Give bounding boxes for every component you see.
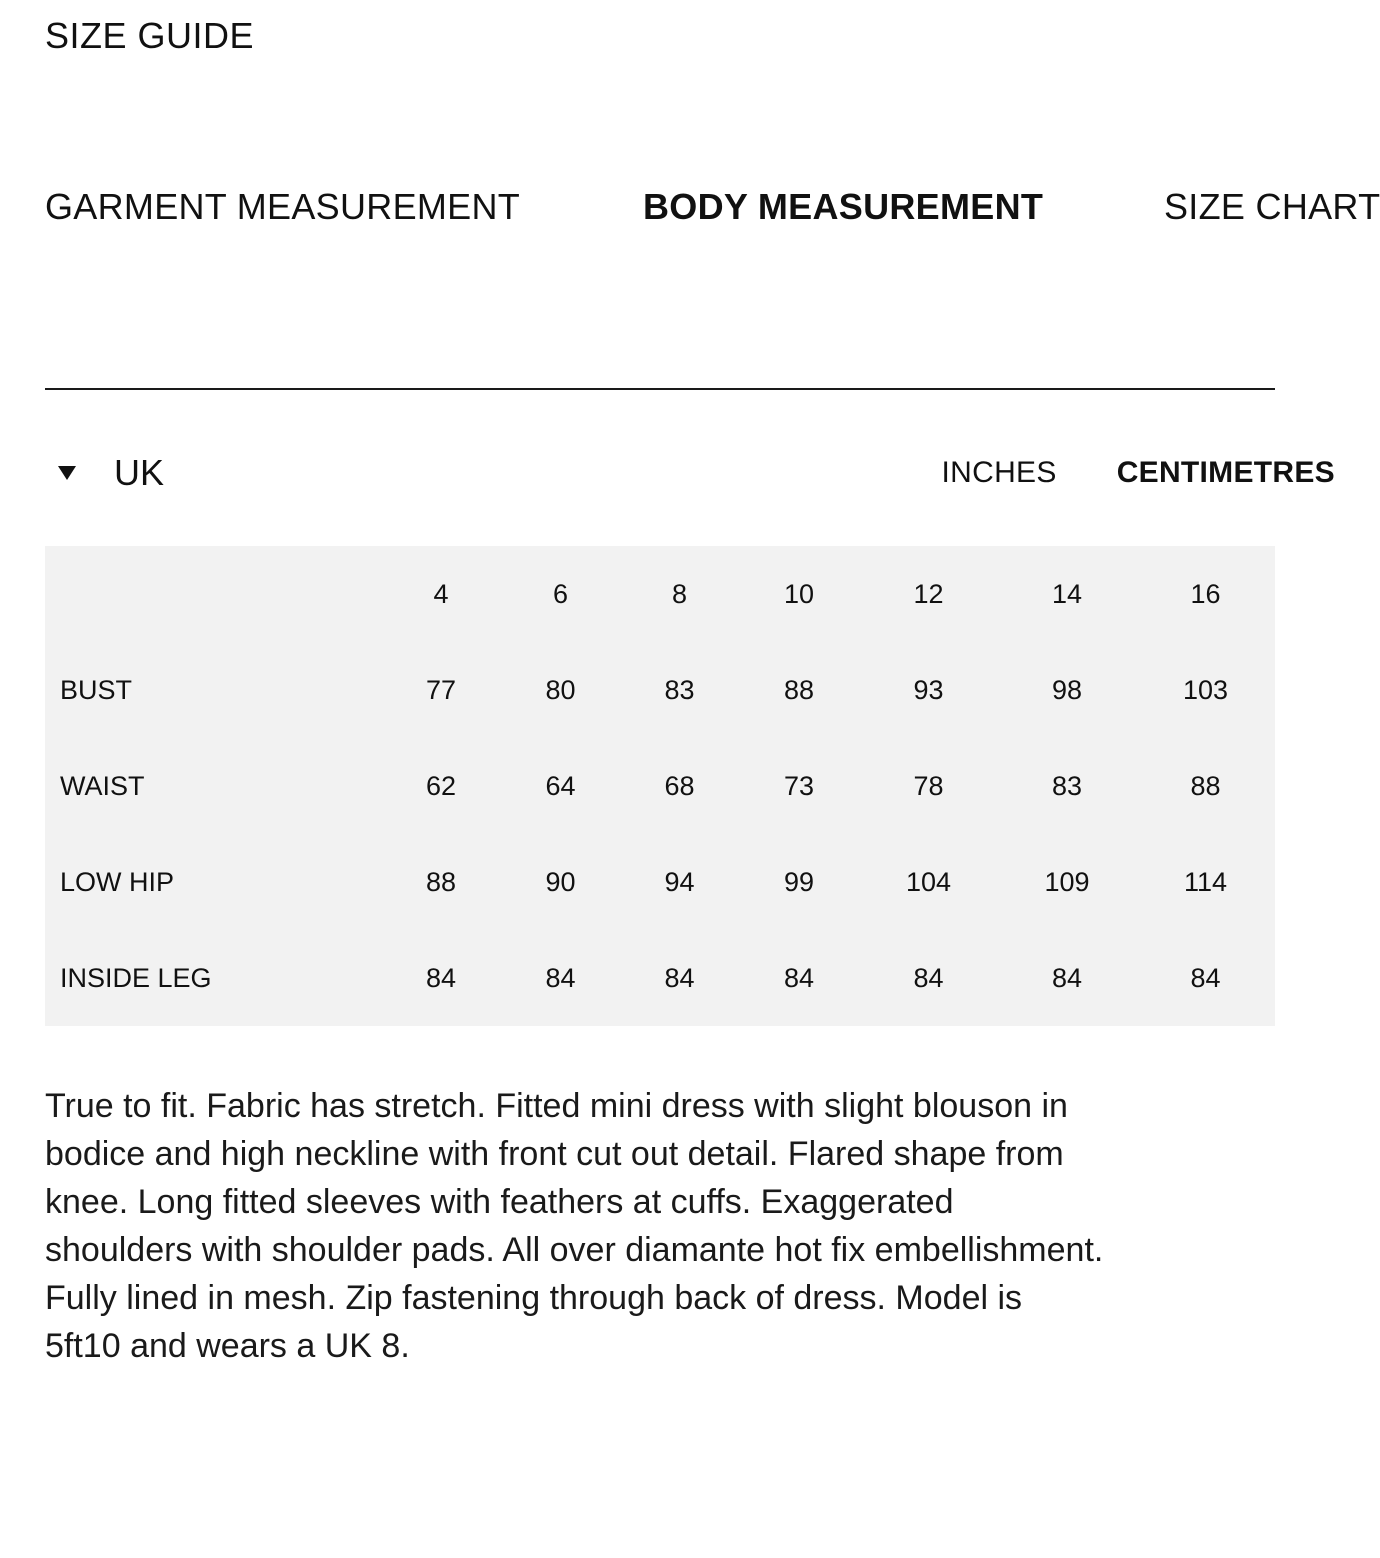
table-cell: 104 [905, 866, 952, 897]
size-header-row [45, 546, 1275, 642]
table-cell: 68 [664, 770, 695, 801]
size-header: 12 [913, 578, 944, 609]
table-cell: 103 [1182, 674, 1229, 705]
size-header: 16 [1190, 578, 1221, 609]
row-label: WAIST [60, 770, 145, 801]
region-label: UK [114, 452, 165, 493]
table-cell: 114 [1183, 866, 1228, 897]
tab-size-chart[interactable]: SIZE CHART [1164, 186, 1380, 227]
region-selector[interactable] [58, 448, 164, 498]
table-cell: 88 [1190, 770, 1221, 801]
table-cell: 84 [425, 962, 457, 993]
table-row [45, 834, 1275, 930]
table-cell: 83 [1051, 770, 1083, 801]
divider [45, 388, 1275, 390]
unit-inches-button[interactable]: INCHES [941, 456, 1057, 489]
table-cell: 80 [545, 674, 576, 705]
table-cell: 62 [425, 770, 457, 801]
table-cell: 84 [1051, 962, 1083, 993]
unit-toggle [942, 448, 1335, 498]
row-label: BUST [60, 674, 133, 705]
header-empty-cell [45, 546, 381, 642]
size-header: 8 [671, 578, 688, 609]
table-cell: 64 [545, 770, 576, 801]
caret-down-icon [58, 466, 76, 480]
table-cell: 84 [913, 962, 944, 993]
size-header: 14 [1051, 578, 1083, 609]
table-cell: 83 [664, 674, 695, 705]
table-cell: 77 [425, 674, 457, 705]
unit-centimetres-button[interactable]: CENTIMETRES [1116, 456, 1335, 489]
table-cell: 90 [545, 866, 576, 897]
table-cell: 93 [913, 674, 944, 705]
size-header: 6 [552, 578, 569, 609]
row-label: LOW HIP [60, 866, 175, 897]
table-row [45, 930, 1275, 1026]
table-cell: 84 [545, 962, 576, 993]
table-cell: 84 [783, 962, 815, 993]
size-header: 4 [433, 578, 449, 609]
table-row [45, 642, 1275, 738]
size-header: 10 [783, 578, 815, 609]
table-cell: 84 [1190, 962, 1221, 993]
table-cell: 73 [783, 770, 815, 801]
tab-body-measurement[interactable]: BODY MEASUREMENT [643, 186, 1044, 227]
table-cell: 88 [783, 674, 815, 705]
table-cell: 88 [425, 866, 457, 897]
table-cell: 78 [913, 770, 944, 801]
table-cell: 84 [664, 962, 695, 993]
product-description: True to fit. Fabric has stretch. Fitted mini dress with slight blouson in bodice and high neckline with front cut out detail. Flared shape from knee. Long fitted sleeves with feathers at cuffs. Exaggerated shoulders with shoulder pads. All over diamante hot fix embellishment. Fully lined in mesh. Zip fastening through back of dress. Model is 5ft10 and wears a UK 8. [45, 1087, 1104, 1365]
table-cell: 94 [664, 866, 695, 897]
size-table [45, 546, 1275, 1026]
tab-garment-measurement[interactable]: GARMENT MEASUREMENT [45, 186, 521, 227]
table-cell: 109 [1044, 866, 1090, 897]
row-label: INSIDE LEG [60, 962, 212, 993]
table-row [45, 738, 1275, 834]
table-cell: 99 [783, 866, 815, 897]
measurement-tabs [45, 180, 1380, 234]
page-title: SIZE GUIDE [45, 15, 255, 56]
table-cell: 98 [1051, 674, 1083, 705]
